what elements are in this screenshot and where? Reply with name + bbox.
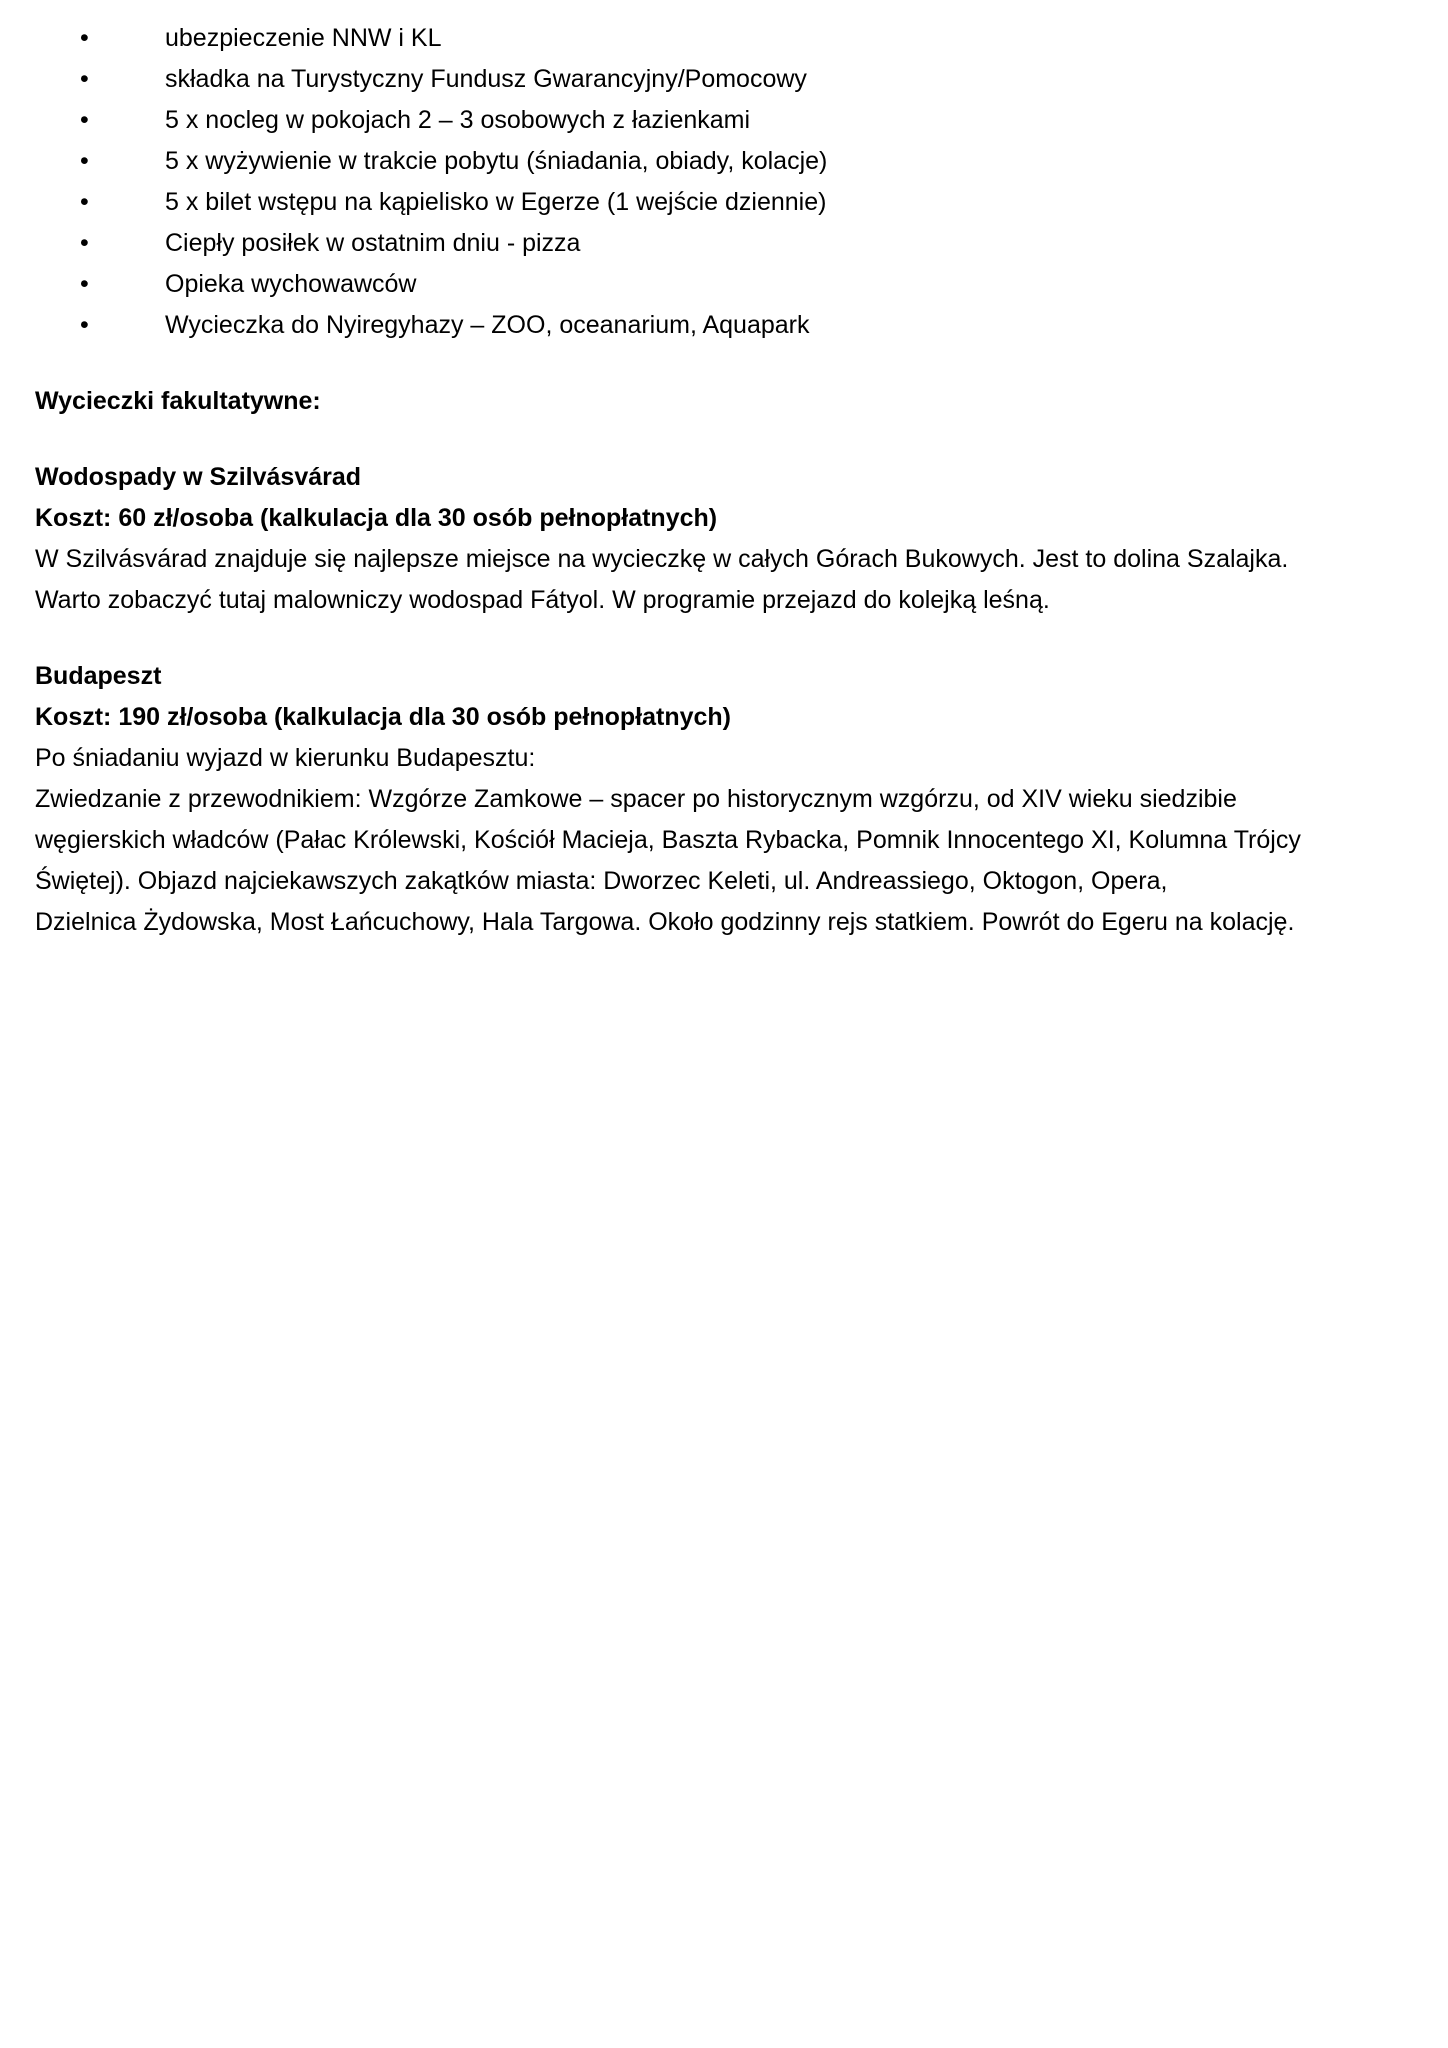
trip-budapest-section — [35, 656, 1415, 943]
trip-description-line: Po śniadaniu wyjazd w kierunku Budapesztu: — [35, 744, 536, 772]
trip-description-line: W Szilvásvárad znajduje się najlepsze miejsce na wycieczkę w całych Górach Bukowych. Jest to dolina Szalajka. — [35, 545, 1289, 573]
list-item — [0, 305, 1448, 346]
trip-title: Wodospady w Szilvásvárad — [35, 463, 362, 491]
bullet-icon: • — [80, 106, 89, 134]
list-item-text: Opieka wychowawców — [165, 270, 417, 298]
trip-description-line: Warto zobaczyć tutaj malowniczy wodospad Fátyol. W programie przejazd do kolejką leśną. — [35, 586, 1050, 614]
optional-trips-heading: Wycieczki fakultatywne: — [35, 387, 321, 415]
spacer — [35, 621, 1415, 656]
list-item-text: 5 x nocleg w pokojach 2 – 3 osobowych z łazienkami — [165, 106, 751, 134]
list-item — [0, 18, 1448, 59]
list-item — [0, 182, 1448, 223]
spacer — [35, 422, 1415, 457]
list-item-text: Wycieczka do Nyiregyhazy – ZOO, oceanarium, Aquapark — [165, 311, 810, 339]
bullet-icon: • — [80, 188, 89, 216]
bullet-icon: • — [80, 270, 89, 298]
trip-description-line: Świętej). Objazd najciekawszych zakątków miasta: Dworzec Keleti, ul. Andreassiego, Oktogon, Opera, — [35, 867, 1168, 895]
trip-description-line: węgierskich władców (Pałac Królewski, Kościół Macieja, Baszta Rybacka, Pomnik Innocentego XI, Kolumna Trójcy — [35, 826, 1301, 854]
bullet-icon: • — [80, 311, 89, 339]
trip-waterfalls-section — [35, 457, 1415, 621]
list-item — [0, 141, 1448, 182]
list-item — [0, 223, 1448, 264]
trip-description-line: Dzielnica Żydowska, Most Łańcuchowy, Hala Targowa. Około godzinny rejs statkiem. Powrót do Egeru na kolację. — [35, 908, 1295, 936]
list-item — [0, 100, 1448, 141]
list-item-text: 5 x bilet wstępu na kąpielisko w Egerze (1 wejście dziennie) — [165, 188, 827, 216]
list-item — [0, 59, 1448, 100]
list-item — [0, 264, 1448, 305]
bullet-icon: • — [80, 24, 89, 52]
trip-title: Budapeszt — [35, 662, 162, 690]
list-item-text: ubezpieczenie NNW i KL — [165, 24, 442, 52]
trip-cost: Koszt: 190 zł/osoba (kalkulacja dla 30 osób pełnopłatnych) — [35, 703, 732, 731]
bullet-icon: • — [80, 229, 89, 257]
bullet-icon: • — [80, 147, 89, 175]
list-item-text: składka na Turystyczny Fundusz Gwarancyjny/Pomocowy — [165, 65, 807, 93]
included-items-list — [0, 18, 1448, 346]
trip-description-line: Zwiedzanie z przewodnikiem: Wzgórze Zamkowe – spacer po historycznym wzgórzu, od XIV wieku siedzibie — [35, 785, 1237, 813]
trip-cost: Koszt: 60 zł/osoba (kalkulacja dla 30 osób pełnopłatnych) — [35, 504, 718, 532]
document-body — [35, 381, 1415, 943]
bullet-icon: • — [80, 65, 89, 93]
list-item-text: Ciepły posiłek w ostatnim dniu - pizza — [165, 229, 581, 257]
list-item-text: 5 x wyżywienie w trakcie pobytu (śniadania, obiady, kolacje) — [165, 147, 828, 175]
